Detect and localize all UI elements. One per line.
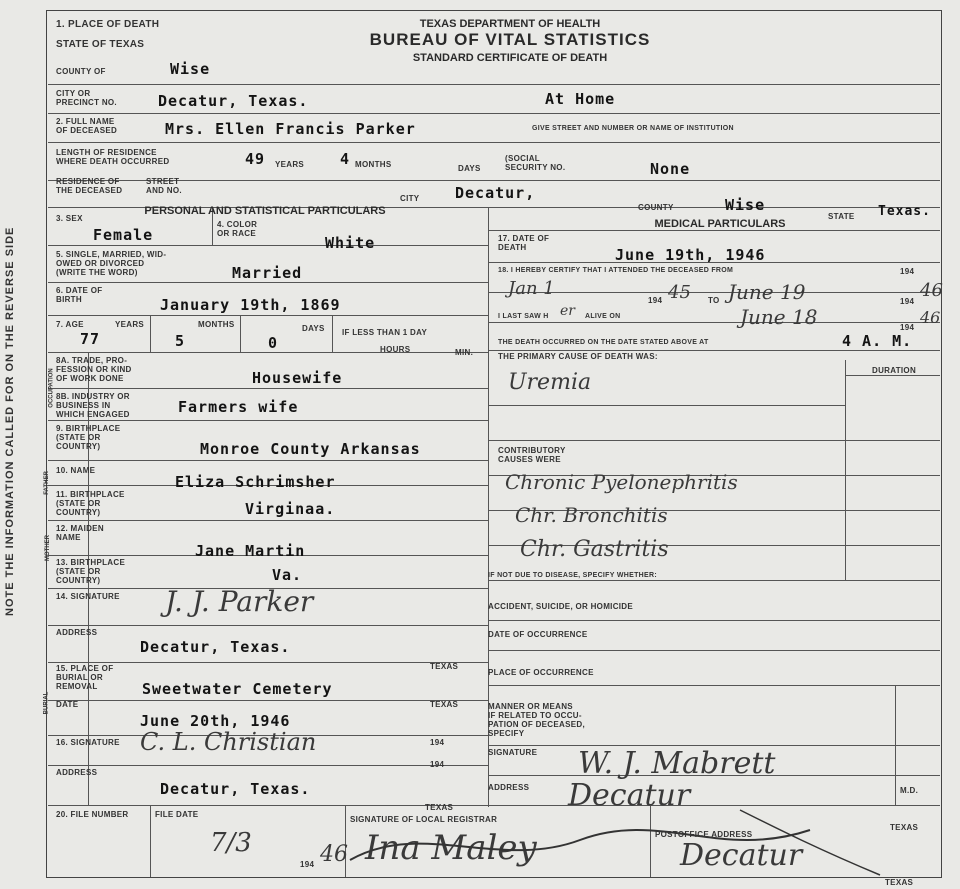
certificate-heading: STANDARD CERTIFICATE OF DEATH bbox=[412, 52, 608, 64]
informant-signature: J. J. Parker bbox=[165, 585, 314, 618]
burial-label-3: REMOVAL bbox=[56, 682, 98, 691]
year-label-1: 194 bbox=[430, 738, 445, 747]
informant-signature-label: 14. SIGNATURE bbox=[56, 592, 120, 601]
local-registrar-label: SIGNATURE OF LOCAL REGISTRAR bbox=[350, 815, 498, 824]
primary-cause-handwritten: Uremia bbox=[508, 370, 592, 395]
birthplace-label-3: COUNTRY) bbox=[56, 442, 101, 451]
place-occurrence-label: PLACE OF OCCURRENCE bbox=[488, 668, 594, 677]
contributory-cause-3: Chr. Gastritis bbox=[520, 537, 669, 562]
county-value: Wise bbox=[170, 60, 211, 78]
residence-months-value: 4 bbox=[340, 150, 351, 168]
bureau-heading: BUREAU OF VITAL STATISTICS bbox=[369, 30, 651, 49]
trade-label-3: OF WORK DONE bbox=[56, 374, 124, 383]
to-label: TO bbox=[708, 296, 720, 305]
last-alive-year-handwritten: 46 bbox=[920, 308, 941, 327]
street-label-2: AND NO. bbox=[146, 186, 182, 195]
mother-bp-label-1: 13. BIRTHPLACE bbox=[56, 558, 126, 567]
year-label-6: 194 bbox=[900, 297, 915, 306]
length-residence-label-2: WHERE DEATH OCCURRED bbox=[56, 157, 170, 166]
undertaker-address-value: Decatur, Texas. bbox=[160, 780, 311, 798]
accident-label: ACCIDENT, SUICIDE, OR HOMICIDE bbox=[488, 602, 634, 611]
days-label: DAYS bbox=[458, 164, 481, 173]
age-months-value: 5 bbox=[175, 332, 186, 350]
file-year-handwritten: 46 bbox=[320, 842, 348, 867]
age-months-label: MONTHS bbox=[198, 320, 235, 329]
duration-label: DURATION bbox=[872, 366, 917, 375]
occupation-value: Housewife bbox=[252, 369, 343, 387]
texas-label-4: TEXAS bbox=[890, 823, 919, 832]
death-occurred-label: THE DEATH OCCURRED ON THE DATE STATED ABOVE AT bbox=[498, 339, 709, 346]
certify-label: 18. I HEREBY CERTIFY THAT I ATTENDED THE DECEASED FROM bbox=[498, 267, 734, 274]
city-value: Decatur, Texas. bbox=[158, 92, 309, 110]
year-label-4: 194 bbox=[900, 267, 915, 276]
undertaker-signature-label: 16. SIGNATURE bbox=[56, 738, 120, 747]
attended-from-handwritten: Jan 1 bbox=[508, 278, 555, 299]
father-name-value: Eliza Schrimsher bbox=[175, 473, 336, 491]
informant-address-value: Decatur, Texas. bbox=[140, 638, 291, 656]
social-label-2: SECURITY NO. bbox=[505, 163, 566, 172]
birthplace-value: Monroe County Arkansas bbox=[200, 440, 421, 458]
side-note: NOTE THE INFORMATION CALLED FOR ON THE REVERSE SIDE bbox=[4, 226, 16, 616]
attended-to-year-handwritten: 46 bbox=[920, 280, 943, 301]
texas-label-1: TEXAS bbox=[430, 662, 459, 671]
file-date-handwritten: 7/3 bbox=[210, 828, 252, 858]
related-label-2: PATION OF DECEASED, bbox=[488, 720, 585, 729]
physician-address-label: ADDRESS bbox=[488, 783, 530, 792]
city-label-1: CITY OR bbox=[56, 89, 91, 98]
md-label: M.D. bbox=[900, 786, 919, 795]
age-years-label: YEARS bbox=[115, 320, 145, 329]
physician-signature-label: SIGNATURE bbox=[488, 748, 538, 757]
length-residence-label-1: LENGTH OF RESIDENCE bbox=[56, 148, 157, 157]
contributory-cause-1: Chronic Pyelonephritis bbox=[505, 470, 738, 494]
full-name-value: Mrs. Ellen Francis Parker bbox=[165, 120, 416, 138]
file-date-label: FILE DATE bbox=[155, 810, 199, 819]
state-of-texas-label: STATE OF TEXAS bbox=[56, 39, 145, 50]
age-label: 7. AGE bbox=[56, 320, 84, 329]
related-label-1: IF RELATED TO OCCU- bbox=[488, 711, 582, 720]
father-birthplace-value: Virginaa. bbox=[245, 500, 336, 518]
medical-section-heading: MEDICAL PARTICULARS bbox=[654, 218, 786, 230]
mother-bp-label-2: (STATE OR bbox=[56, 567, 101, 576]
marital-label-1: 5. SINGLE, MARRIED, WID- bbox=[56, 250, 167, 259]
industry-label-2: BUSINESS IN bbox=[56, 401, 111, 410]
race-value: White bbox=[325, 234, 376, 252]
texas-label-3: TEXAS bbox=[425, 803, 454, 812]
sex-label: 3. SEX bbox=[56, 214, 83, 223]
department-heading: TEXAS DEPARTMENT OF HEALTH bbox=[419, 18, 601, 30]
city-label-2: PRECINCT NO. bbox=[56, 98, 117, 107]
contributory-label-2: CAUSES WERE bbox=[498, 455, 561, 464]
primary-cause-label: THE PRIMARY CAUSE OF DEATH WAS: bbox=[498, 352, 658, 361]
undertaker-signature: C. L. Christian bbox=[140, 728, 317, 756]
mother-side-label: MOTHER bbox=[45, 535, 51, 561]
postoffice-label: POSTOFFICE ADDRESS bbox=[655, 830, 753, 839]
mother-bp-label-3: COUNTRY) bbox=[56, 576, 101, 585]
contributory-cause-2: Chr. Bronchitis bbox=[515, 503, 668, 527]
res-state-label: STATE bbox=[828, 212, 855, 221]
father-name-label: 10. NAME bbox=[56, 466, 96, 475]
mother-birthplace-value: Va. bbox=[272, 566, 303, 584]
marital-label-3: (WRITE THE WORD) bbox=[56, 268, 138, 277]
residence-county-value: Wise bbox=[725, 196, 766, 214]
social-security-value: None bbox=[650, 160, 691, 178]
last-alive-handwritten: June 18 bbox=[740, 305, 818, 329]
institution-value: At Home bbox=[545, 90, 616, 108]
place-of-death-label: 1. PLACE OF DEATH bbox=[56, 19, 160, 30]
registrar-address-handwritten: Decatur bbox=[680, 838, 803, 873]
social-label-1: (SOCIAL bbox=[505, 154, 540, 163]
age-days-value: 0 bbox=[268, 334, 279, 352]
less-day-label: IF LESS THAN 1 DAY bbox=[342, 328, 428, 337]
physician-address-handwritten: Decatur bbox=[568, 778, 691, 813]
time-of-death-value: 4 A. M. bbox=[842, 332, 913, 350]
contributory-label-1: CONTRIBUTORY bbox=[498, 446, 566, 455]
trade-label-1: 8A. TRADE, PRO- bbox=[56, 356, 128, 365]
trade-label-2: FESSION OR KIND bbox=[56, 365, 132, 374]
personal-section-heading: PERSONAL AND STATISTICAL PARTICULARS bbox=[144, 205, 386, 217]
give-street-label: GIVE STREET AND NUMBER OR NAME OF INSTITUTION bbox=[532, 125, 734, 132]
registrar-signature-flourish bbox=[340, 800, 900, 880]
burial-date-label: DATE bbox=[56, 700, 79, 709]
residence-label-1: RESIDENCE OF bbox=[56, 177, 120, 186]
year-label-2: 194 bbox=[430, 760, 445, 769]
hours-label: HOURS bbox=[380, 345, 411, 354]
marital-label-2: OWED OR DIVORCED bbox=[56, 259, 145, 268]
race-label-2: OR RACE bbox=[217, 229, 256, 238]
registrar-signature: Ina Maley bbox=[365, 828, 537, 868]
marital-status-value: Married bbox=[232, 264, 303, 282]
informant-address-label: ADDRESS bbox=[56, 628, 98, 637]
maiden-label-2: NAME bbox=[56, 533, 81, 542]
residence-city-value: Decatur, bbox=[455, 184, 536, 202]
birthplace-label-1: 9. BIRTHPLACE bbox=[56, 424, 121, 433]
res-city-label: CITY bbox=[400, 194, 420, 203]
dob-label-2: BIRTH bbox=[56, 295, 82, 304]
date-of-death-label-1: 17. DATE OF bbox=[498, 234, 550, 243]
related-label-3: SPECIFY bbox=[488, 729, 525, 738]
age-days-label: DAYS bbox=[302, 324, 325, 333]
birthplace-label-2: (STATE OR bbox=[56, 433, 101, 442]
burial-place-value: Sweetwater Cemetery bbox=[142, 680, 333, 698]
maiden-label-1: 12. MAIDEN bbox=[56, 524, 104, 533]
full-name-label-2: OF DECEASED bbox=[56, 126, 118, 135]
industry-value: Farmers wife bbox=[178, 398, 299, 416]
date-of-birth-value: January 19th, 1869 bbox=[160, 296, 341, 314]
file-number-label: 20. FILE NUMBER bbox=[56, 810, 129, 819]
alive-on-label: ALIVE ON bbox=[585, 313, 621, 320]
occupation-side-label: OCCUPATION bbox=[48, 368, 55, 408]
date-of-death-label-2: DEATH bbox=[498, 243, 527, 252]
residence-years-value: 49 bbox=[245, 150, 266, 168]
last-saw-label: I LAST SAW H bbox=[498, 313, 549, 320]
father-side-label: FATHER bbox=[43, 471, 50, 495]
months-label: MONTHS bbox=[355, 160, 392, 169]
dob-label-1: 6. DATE OF bbox=[56, 286, 103, 295]
industry-label-3: WHICH ENGAGED bbox=[56, 410, 130, 419]
burial-label-1: 15. PLACE OF bbox=[56, 664, 114, 673]
residence-label-2: THE DECEASED bbox=[56, 186, 123, 195]
burial-label-2: BURIAL OR bbox=[56, 673, 103, 682]
res-county-label: COUNTY bbox=[638, 203, 674, 212]
texas-label-5: TEXAS bbox=[885, 878, 914, 887]
min-label: MIN. bbox=[455, 348, 474, 357]
years-label: YEARS bbox=[275, 160, 305, 169]
father-bp-label-1: 11. BIRTHPLACE bbox=[56, 490, 125, 499]
year-label-3: 194 bbox=[300, 860, 315, 869]
father-bp-label-3: COUNTRY) bbox=[56, 508, 101, 517]
race-label-1: 4. COLOR bbox=[217, 220, 258, 229]
attended-to-handwritten: June 19 bbox=[728, 280, 806, 304]
year-label-5: 194 bbox=[648, 296, 663, 305]
date-occurrence-label: DATE OF OCCURRENCE bbox=[488, 630, 588, 639]
residence-state-value: Texas. bbox=[878, 204, 931, 219]
industry-label-1: 8B. INDUSTRY OR bbox=[56, 392, 130, 401]
manner-label: MANNER OR MEANS bbox=[488, 702, 573, 711]
mother-maiden-name-value: Jane Martin bbox=[195, 542, 306, 560]
sex-value: Female bbox=[93, 226, 154, 244]
year-label-7: 194 bbox=[900, 323, 915, 332]
undertaker-address-label: ADDRESS bbox=[56, 768, 98, 777]
burial-side-label: BURIAL bbox=[43, 691, 50, 715]
date-of-death-value: June 19th, 1946 bbox=[615, 246, 766, 264]
full-name-label-1: 2. FULL NAME bbox=[56, 117, 115, 126]
not-due-label: IF NOT DUE TO DISEASE, SPECIFY WHETHER: bbox=[488, 572, 657, 579]
texas-label-2: TEXAS bbox=[430, 700, 459, 709]
last-saw-suffix-handwritten: er bbox=[560, 303, 575, 319]
attended-year-handwritten: 45 bbox=[668, 282, 691, 303]
street-label-1: STREET bbox=[146, 177, 180, 186]
father-bp-label-2: (STATE OR bbox=[56, 499, 101, 508]
county-label: COUNTY OF bbox=[56, 67, 106, 76]
physician-signature: W. J. Mabrett bbox=[578, 746, 776, 781]
burial-date-value: June 20th, 1946 bbox=[140, 712, 291, 730]
age-years-value: 77 bbox=[80, 330, 101, 348]
